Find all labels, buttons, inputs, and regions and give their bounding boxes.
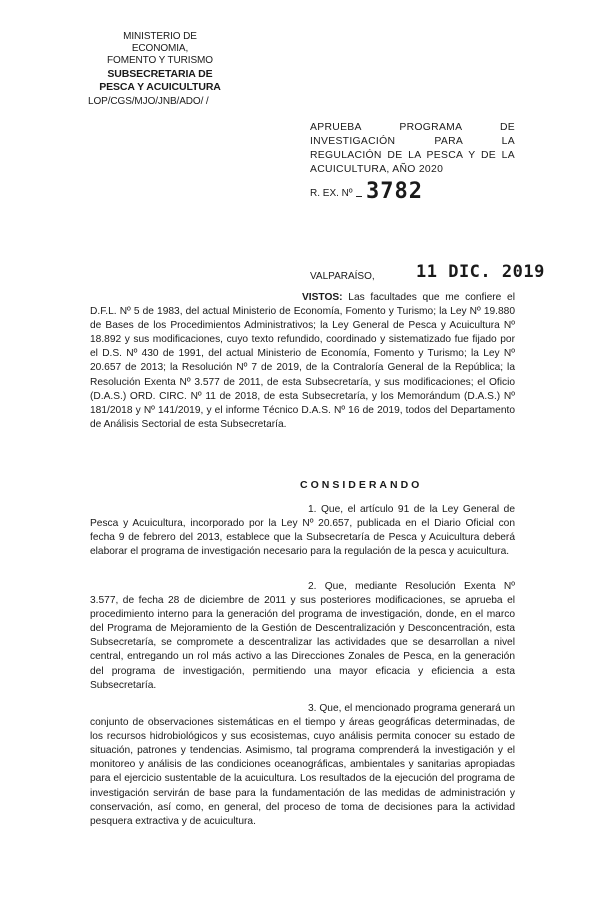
letterhead-ministry: MINISTERIO DE (123, 31, 197, 42)
considerando-1 (90, 503, 515, 559)
considerando-2 (90, 580, 515, 693)
resolution-subject: APRUEBA PROGRAMA DE INVESTIGACIÓN PARA LA REGULACIÓN DE LA PESCA Y DE LA ACUICULTURA, AÑO 2020 (310, 122, 515, 175)
vistos-first-text: Las facultades que me confiere el (348, 292, 515, 303)
vistos-first-line (90, 291, 515, 305)
considerando-2-first: 2. Que, mediante Resolución Exenta Nº (308, 581, 515, 592)
considerando-1-body: Pesca y Acuicultura, incorporado por la Ley Nº 20.657, publicada en el Diario Oficial con fecha 9 de febrero del 2013, establece que la Subsecretaría de Pesca y Acuicultura deberá elaborar el programa de investigación necesario para la regulación de la pesca y acuicultura. (90, 518, 515, 558)
considerando-3-first: 3. Que, el mencionado programa generará un (308, 703, 515, 714)
letterhead-initials: LOP/CGS/MJO/JNB/ADO/ / (88, 96, 209, 107)
letterhead-pesca: PESCA Y ACUICULTURA (99, 81, 221, 93)
considerando-1-first: 1. Que, el artículo 91 de la Ley General de (308, 504, 515, 515)
resolution-label: R. EX. Nº (310, 188, 353, 199)
letterhead-tourism: FOMENTO Y TURISMO (107, 55, 213, 66)
date-place: VALPARAÍSO, (310, 271, 375, 282)
resolution-dash (356, 196, 362, 197)
letterhead-subsecretaria: SUBSECRETARIA DE (107, 68, 213, 80)
considerando-3 (90, 702, 515, 829)
date-stamp: 11 DIC. 2019 (416, 262, 545, 282)
letterhead-economy: ECONOMIA, (131, 43, 189, 54)
vistos-label: VISTOS: (302, 292, 343, 303)
considerando-heading: CONSIDERANDO (300, 479, 423, 491)
considerando-2-body: 3.577, de fecha 28 de diciembre de 2011 y sus posteriores modificaciones, se aprueba el procedimiento interno para la generación del programa de investigación, donde, en el marco del Programa de Mejoramiento de la Gestión de Descentralización y Desconcentración, esta Subsecretaría, se compromete a descentralizar las actividades que se desarrollan a nivel central, entregando un rol más activo a las Direcciones Zonales de Pesca, en la generación del programa de investigación, permitiendo una mayor eficacia y eficiencia a esta Subsecretaría. (90, 595, 515, 691)
vistos-body: D.F.L. Nº 5 de 1983, del actual Ministerio de Economía, Fomento y Turismo; la Ley Nº 19.880 de Bases de los Procedimientos Administrativos; la Ley General de Pesca y Acuicultura Nº 18.892 y sus modificaciones, cuyo texto refundido, coordinado y sistematizado fue fijado por el D.S. Nº 430 de 1991, del actual Ministerio de Economía, Fomento y Turismo; la Ley Nº 20.657 de 2013; la Resolución Nº 7 de 2019, de la Contraloría General de la República; la Resolución Exenta Nº 3.577 de 2011, de esta Subsecretaría, y sus modificaciones; el Oficio (D.A.S.) ORD. CIRC. Nº 11 de 2018, de esta Subsecretaría, y los Memorándum (D.A.S.) Nº 181/2018 y Nº 141/2019, y el informe Técnico D.A.S. Nº 16 de 2019, todos del Departamento de Análisis Sectorial de esta Subsecretaría. (90, 306, 515, 430)
vistos-paragraph (90, 291, 515, 432)
considerando-3-body: conjunto de observaciones sistemáticas en el tiempo y áreas geográficas determinadas, de los recursos hidrobiológicos y sus ecosistemas, cuyo análisis permita conocer su estado de situación, patrones y tendencias. Asimismo, tal programa comprenderá la investigación y el monitoreo y análisis de las condiciones oceanográficas, ambientales y sanitarias apropiadas para el ejercicio sustentable de la acuicultura. Los resultados de la ejecución del programa de investigación servirán de base para la fundamentación de las medidas de administración y conservación, así como, en general, del proceso de toma de decisiones para la actividad pesquera extractiva y de acuicultura. (90, 717, 515, 827)
resolution-number: 3782 (366, 179, 423, 204)
